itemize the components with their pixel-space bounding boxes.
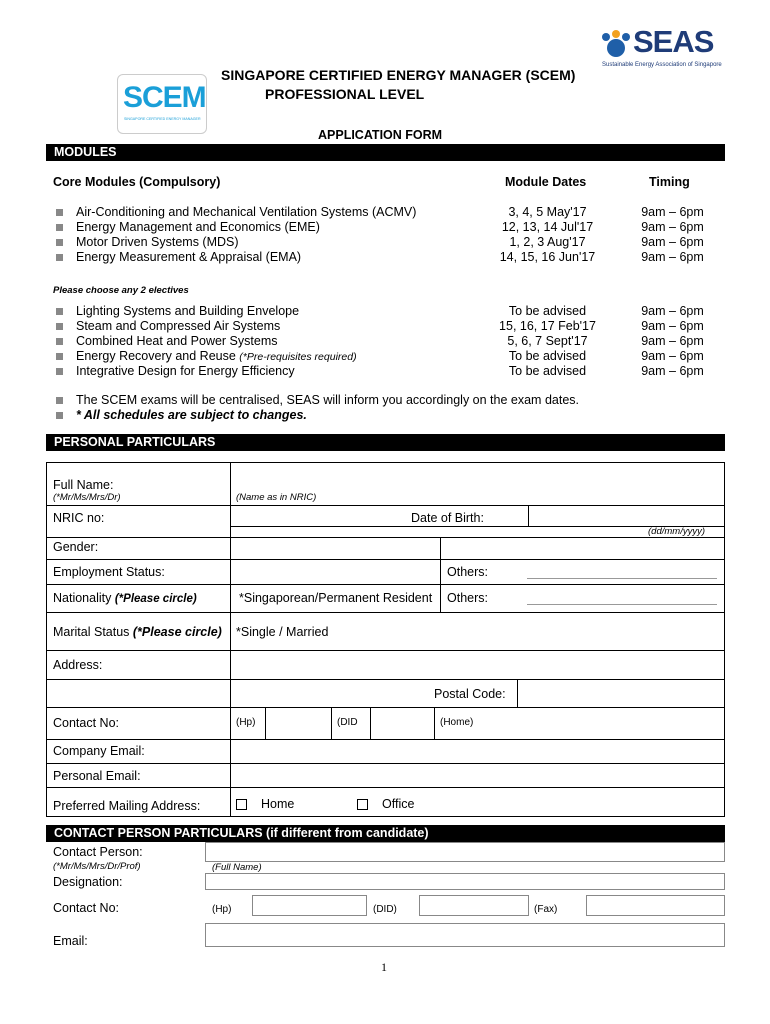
notes-item xyxy=(56,408,307,423)
module-name: Energy Measurement & Appraisal (EMA) xyxy=(76,250,302,264)
module-name: Integrative Design for Energy Efficiency xyxy=(76,364,295,378)
module-dates: To be advised xyxy=(508,364,587,378)
gender-field[interactable] xyxy=(231,538,724,558)
personal-particulars-bar: PERSONAL PARTICULARS xyxy=(46,434,725,451)
gender-label: Gender: xyxy=(53,540,99,554)
module-note: (*Pre-requisites required) xyxy=(239,351,357,363)
modules-section-bar: MODULES xyxy=(46,144,725,161)
notes-item xyxy=(56,393,579,408)
checkbox-bullet-icon[interactable] xyxy=(56,254,63,261)
mailing-office-label: Office xyxy=(382,797,415,811)
hp-label: (Hp) xyxy=(236,717,256,728)
contact-person-phone-label: Contact No: xyxy=(53,901,120,915)
page-number: 1 xyxy=(381,960,387,974)
scem-logo-text: SCEM xyxy=(123,81,206,114)
postal-code-label: Postal Code: xyxy=(434,687,506,701)
did-label: (DID xyxy=(337,717,358,728)
checkbox-bullet-icon[interactable] xyxy=(56,338,63,345)
checkbox-icon[interactable] xyxy=(236,799,247,810)
nationality-label xyxy=(53,591,197,605)
employment-others-field[interactable] xyxy=(527,578,717,579)
contact-hp-field[interactable] xyxy=(252,895,367,916)
checkbox-bullet-icon[interactable] xyxy=(56,368,63,375)
module-name: Lighting Systems and Building Envelope xyxy=(76,304,300,318)
core-modules-heading: Core Modules (Compulsory) xyxy=(53,175,221,189)
elective-note: Please choose any 2 electives xyxy=(53,285,189,296)
module-timing: 9am – 6pm xyxy=(641,235,704,249)
contact-did-field[interactable] xyxy=(419,895,529,916)
exam-note: The SCEM exams will be centralised, SEAS will inform you accordingly on the exam dates. xyxy=(76,393,579,407)
nationality-others-field[interactable] xyxy=(527,604,717,605)
module-dates: 1, 2, 3 Aug'17 xyxy=(509,235,586,249)
full-name-label: Full Name: xyxy=(53,478,114,492)
nric-field[interactable] xyxy=(231,506,406,526)
contact-person-bar: CONTACT PERSON PARTICULARS (if different from candidate) xyxy=(46,825,725,842)
hp-field[interactable] xyxy=(266,708,330,738)
module-name: Steam and Compressed Air Systems xyxy=(76,319,281,333)
bullet-icon xyxy=(56,397,63,404)
module-name: Air-Conditioning and Mechanical Ventilation Systems (ACMV) xyxy=(76,205,417,219)
dob-label: Date of Birth: xyxy=(411,511,484,525)
checkbox-bullet-icon[interactable] xyxy=(56,308,63,315)
module-dates: To be advised xyxy=(508,304,587,318)
employment-status-field[interactable] xyxy=(231,560,439,584)
address-line1-field[interactable] xyxy=(231,651,724,678)
module-dates: To be advised xyxy=(508,349,587,363)
seas-emblem-icon xyxy=(600,30,632,62)
module-timing: 9am – 6pm xyxy=(641,205,704,219)
contact-did-label: (DID) xyxy=(373,904,397,915)
contact-fax-label: (Fax) xyxy=(534,904,558,915)
personal-email-label: Personal Email: xyxy=(53,769,141,783)
dob-format-hint: (dd/mm/yyyy) xyxy=(648,526,705,537)
full-name-field[interactable] xyxy=(231,463,724,491)
checkbox-icon[interactable] xyxy=(357,799,368,810)
mailing-office-option[interactable] xyxy=(357,797,414,811)
contact-person-field[interactable] xyxy=(205,842,725,862)
contact-fullname-hint: (Full Name) xyxy=(212,862,262,873)
address-label: Address: xyxy=(53,658,103,672)
module-timing: 9am – 6pm xyxy=(641,319,704,333)
marital-option[interactable]: *Single / Married xyxy=(236,625,329,639)
nationality-option[interactable]: *Singaporean/Permanent Resident xyxy=(239,591,433,605)
timing-heading: Timing xyxy=(649,175,690,189)
contact-fax-field[interactable] xyxy=(586,895,725,916)
company-email-label: Company Email: xyxy=(53,744,145,758)
page-title-line2: PROFESSIONAL LEVEL xyxy=(265,86,425,102)
designation-label: Designation: xyxy=(53,875,123,889)
module-timing: 9am – 6pm xyxy=(641,364,704,378)
checkbox-bullet-icon[interactable] xyxy=(56,239,63,246)
module-name: Motor Driven Systems (MDS) xyxy=(76,235,239,249)
module-dates: 3, 4, 5 May'17 xyxy=(508,205,587,219)
module-timing: 9am – 6pm xyxy=(641,220,704,234)
module-timing: 9am – 6pm xyxy=(641,304,704,318)
module-dates: 12, 13, 14 Jul'17 xyxy=(501,220,594,234)
mailing-home-label: Home xyxy=(261,797,295,811)
contact-no-label: Contact No: xyxy=(53,716,120,730)
schedule-note: * All schedules are subject to changes. xyxy=(76,408,307,422)
did-field[interactable] xyxy=(371,708,433,738)
bullet-icon xyxy=(56,412,63,419)
module-dates-heading: Module Dates xyxy=(505,175,587,189)
page-title-line1: SINGAPORE CERTIFIED ENERGY MANAGER (SCEM) xyxy=(221,67,576,83)
contact-person-title-hint: (*Mr/Ms/Mrs/Dr/Prof) xyxy=(53,861,141,872)
checkbox-bullet-icon[interactable] xyxy=(56,224,63,231)
seas-logo-text: SEAS xyxy=(633,24,714,59)
contact-email-field[interactable] xyxy=(205,923,725,947)
employment-others-label: Others: xyxy=(447,565,488,579)
module-name: Combined Heat and Power Systems xyxy=(76,334,278,348)
marital-note: (*Please circle) xyxy=(132,625,222,639)
full-name-hint: (Name as in NRIC) xyxy=(236,492,317,503)
nationality-note: (*Please circle) xyxy=(114,593,197,605)
checkbox-bullet-icon[interactable] xyxy=(56,209,63,216)
personal-email-field[interactable] xyxy=(231,764,724,786)
mailing-home-option[interactable] xyxy=(236,797,294,811)
designation-field[interactable] xyxy=(205,873,725,890)
contact-hp-label: (Hp) xyxy=(212,904,232,915)
checkbox-bullet-icon[interactable] xyxy=(56,353,63,360)
seas-logo xyxy=(600,24,730,70)
module-dates: 14, 15, 16 Jun'17 xyxy=(499,250,596,264)
module-dates: 5, 6, 7 Sept'17 xyxy=(507,334,588,348)
seas-logo-subtitle: Sustainable Energy Association of Singapore xyxy=(602,62,722,68)
module-name-wrap xyxy=(76,349,357,365)
nric-label: NRIC no: xyxy=(53,511,105,525)
home-phone-label: (Home) xyxy=(440,717,474,728)
home-phone-field[interactable] xyxy=(480,708,724,738)
module-dates: 15, 16, 17 Feb'17 xyxy=(499,319,596,333)
postal-code-field[interactable] xyxy=(518,680,724,706)
employment-status-label: Employment Status: xyxy=(53,565,165,579)
contact-person-label: Contact Person: xyxy=(53,845,143,859)
company-email-field[interactable] xyxy=(231,740,724,762)
nationality-label-text: Nationality xyxy=(53,591,115,605)
form-title: APPLICATION FORM xyxy=(318,128,443,142)
scem-logo-subtitle: SINGAPORE CERTIFIED ENERGY MANAGER xyxy=(124,117,201,121)
module-timing: 9am – 6pm xyxy=(641,250,704,264)
module-timing: 9am – 6pm xyxy=(641,334,704,348)
nationality-others-label: Others: xyxy=(447,591,488,605)
full-name-title-hint: (*Mr/Ms/Mrs/Dr) xyxy=(53,492,121,503)
marital-label-text: Marital Status xyxy=(53,625,133,639)
dob-field[interactable] xyxy=(529,506,724,526)
module-name: Energy Recovery and Reuse xyxy=(76,349,240,363)
scem-logo xyxy=(117,74,207,134)
module-timing: 9am – 6pm xyxy=(641,349,704,363)
marital-status-label xyxy=(53,625,222,639)
mailing-address-label: Preferred Mailing Address: xyxy=(53,799,201,813)
checkbox-bullet-icon[interactable] xyxy=(56,323,63,330)
module-name: Energy Management and Economics (EME) xyxy=(76,220,320,234)
contact-email-label: Email: xyxy=(53,934,88,948)
